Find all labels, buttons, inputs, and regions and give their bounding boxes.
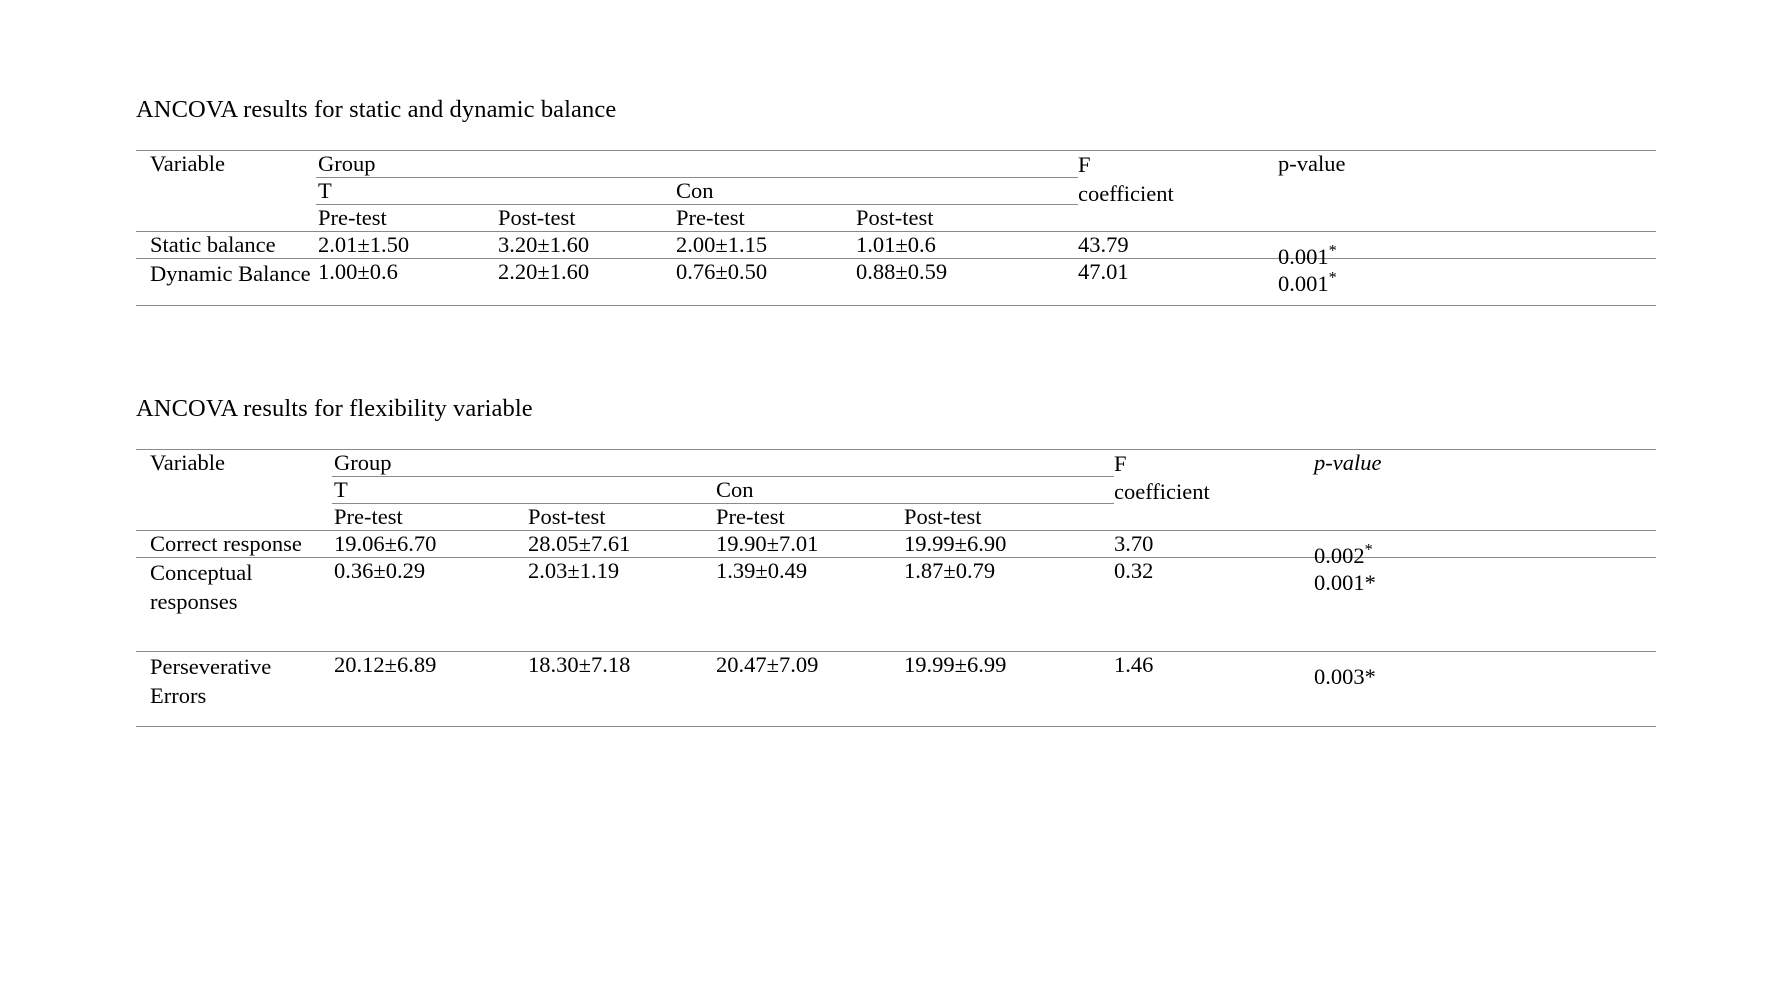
cell-f-coefficient: 0.32 <box>1114 558 1154 584</box>
cell-pre-test-con: 2.00±1.15 <box>674 232 856 259</box>
cell-pre-test-con: 20.47±7.09 <box>714 651 904 727</box>
table-caption-flexibility: ANCOVA results for flexibility variable <box>136 394 533 422</box>
table-caption-balance: ANCOVA results for static and dynamic balance <box>136 96 617 123</box>
cell-pre-test-t: 1.00±0.6 <box>316 259 498 305</box>
cell-pre-test-t: 19.06±6.70 <box>332 531 528 558</box>
cell-p-value-text: 0.001 <box>1278 271 1329 297</box>
header-p-value: p-value <box>1270 151 1656 232</box>
cell-post-test-con: 19.99±6.90 <box>904 531 1114 558</box>
cell-p-value <box>1270 241 1656 271</box>
header-post-test-con: Post-test <box>904 504 982 530</box>
header-group-t: T <box>316 178 674 205</box>
header-f-line2: coefficient <box>1114 479 1210 505</box>
cell-pre-test-con: 0.76±0.50 <box>674 259 856 305</box>
cell-f-coefficient: 43.79 <box>1078 232 1270 259</box>
header-variable: Variable <box>136 151 316 178</box>
cell-post-test-con: 1.87±0.79 <box>904 558 996 584</box>
header-variable: Variable <box>136 450 332 477</box>
table-header-row-1 <box>136 450 1656 477</box>
cell-post-test-t: 2.03±1.19 <box>528 558 620 584</box>
cell-f-coefficient: 47.01 <box>1078 259 1270 305</box>
table-row <box>136 651 1656 727</box>
cell-post-test-con: 19.99±6.99 <box>904 651 1114 727</box>
header-p-value: p-value <box>1306 450 1656 531</box>
cell-pre-test-t: 2.01±1.50 <box>316 232 498 259</box>
header-blank-2 <box>136 504 332 531</box>
header-pre-test-t: Pre-test <box>318 205 387 231</box>
cell-pre-test-t: 0.36±0.29 <box>334 558 426 584</box>
cell-pre-test-t: 20.12±6.89 <box>332 651 528 727</box>
significance-star: * <box>1364 540 1373 559</box>
header-f-line1: F <box>1114 451 1127 477</box>
table-block-flexibility <box>136 394 1656 727</box>
cell-p-value-text: 0.001 <box>1314 570 1365 596</box>
significance-star: * <box>1328 241 1337 260</box>
cell-variable: Dynamic Balance <box>136 259 316 305</box>
cell-post-test-t: 2.20±1.60 <box>498 259 674 305</box>
header-group-con: Con <box>674 178 1078 205</box>
header-blank-1 <box>136 178 316 205</box>
cell-variable: Conceptual responses <box>150 560 253 615</box>
cell-post-test-t: 3.20±1.60 <box>498 232 674 259</box>
table-row <box>136 558 1656 633</box>
header-post-test-t: Post-test <box>528 504 606 530</box>
header-group-con: Con <box>714 477 1114 504</box>
ancova-balance-table <box>136 150 1656 305</box>
header-f-coefficient <box>1114 450 1306 531</box>
header-f-line2: coefficient <box>1078 180 1174 206</box>
significance-star: * <box>1364 663 1376 689</box>
cell-post-test-t: 18.30±7.18 <box>528 651 714 727</box>
cell-pre-test-con: 19.90±7.01 <box>714 531 904 558</box>
table-header-row-1 <box>136 151 1656 178</box>
cell-p-value-text: 0.002 <box>1314 543 1365 569</box>
cell-p-value-text: 0.001 <box>1278 244 1329 270</box>
cell-variable: Static balance <box>136 232 316 259</box>
header-group: Group <box>316 151 1078 178</box>
cell-variable: Correct response <box>136 531 332 558</box>
cell-p-value-text: 0.003 <box>1314 663 1365 689</box>
significance-star: * <box>1364 570 1376 596</box>
table-row <box>136 232 1656 259</box>
header-pre-test-con: Pre-test <box>676 205 745 231</box>
ancova-flexibility-table <box>136 449 1656 727</box>
significance-star: * <box>1328 268 1337 287</box>
cell-f-coefficient: 1.46 <box>1114 651 1306 727</box>
header-blank-2 <box>136 205 316 232</box>
header-f-line1: F <box>1078 152 1091 178</box>
cell-variable: Perseverative Errors <box>136 651 332 727</box>
cell-pre-test-con: 1.39±0.49 <box>716 558 808 584</box>
cell-p-value <box>1306 663 1656 739</box>
header-post-test-con: Post-test <box>856 205 934 231</box>
header-f-coefficient <box>1078 151 1270 232</box>
cell-post-test-con: 1.01±0.6 <box>856 232 1078 259</box>
header-pre-test-con: Pre-test <box>716 504 785 530</box>
cell-p-value <box>1306 540 1656 570</box>
cell-p-value <box>1270 268 1656 317</box>
header-pre-test-t: Pre-test <box>334 504 403 530</box>
table-block-balance <box>136 95 1656 306</box>
cell-p-value <box>1306 570 1656 645</box>
cell-post-test-t: 28.05±7.61 <box>528 531 714 558</box>
header-post-test-t: Post-test <box>498 205 576 231</box>
cell-f-coefficient: 3.70 <box>1114 531 1306 558</box>
header-group: Group <box>332 450 1114 477</box>
cell-post-test-con: 0.88±0.59 <box>856 259 1078 305</box>
table-row <box>136 531 1656 558</box>
header-blank-1 <box>136 477 332 504</box>
header-group-t: T <box>332 477 714 504</box>
